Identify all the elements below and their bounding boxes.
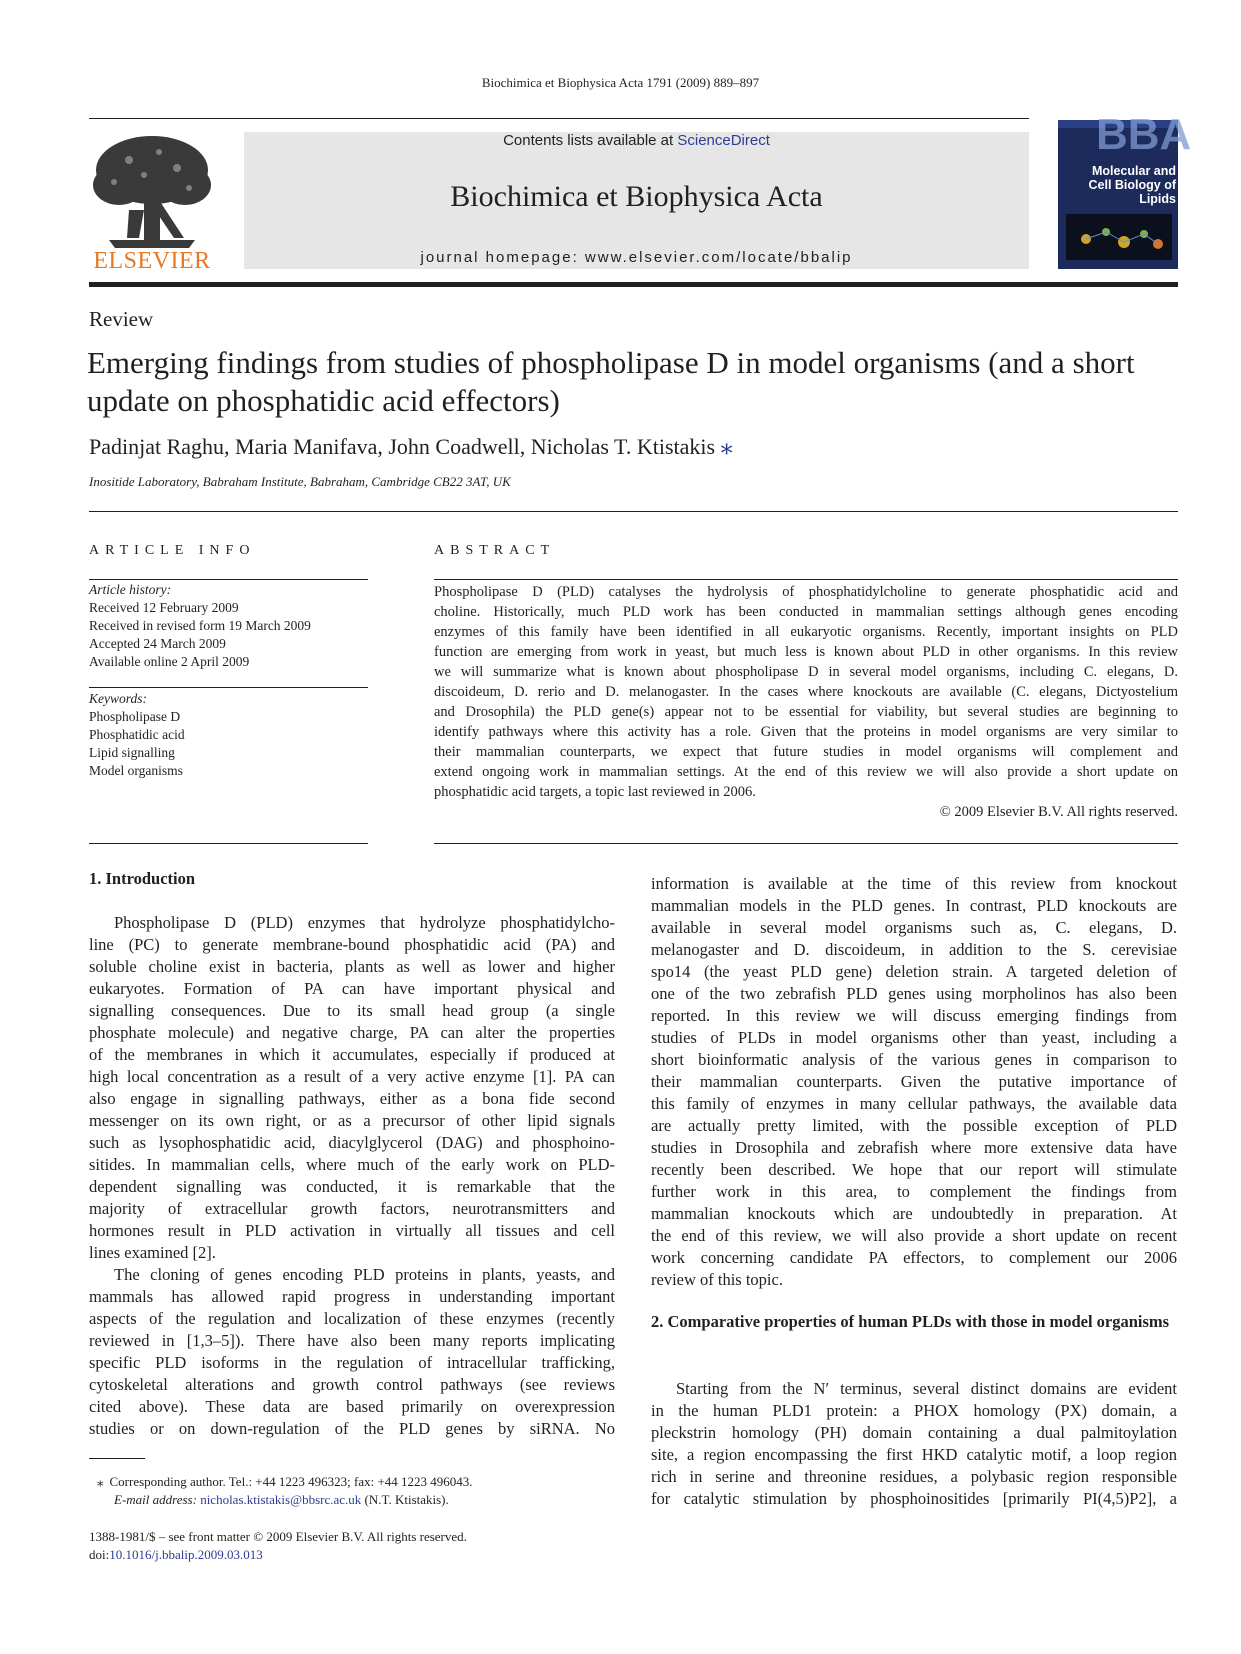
abstract-line: their mammalian counterparts, we expect that future studies in model organisms will complement and bbox=[434, 744, 1178, 760]
journal-cover[interactable] bbox=[1058, 110, 1192, 269]
email-link[interactable]: nicholas.ktistakis@bbsrc.ac.uk bbox=[200, 1492, 362, 1507]
email-suffix: (N.T. Ktistakis). bbox=[364, 1492, 449, 1507]
body-line: reviewed in [1,3–5]). There have also been many reports implicating bbox=[89, 1331, 615, 1350]
body-line: their mammalian counterparts. Given the putative importance of bbox=[651, 1072, 1177, 1091]
body-line: of the membranes in which it accumulates, especially if produced at bbox=[89, 1045, 615, 1064]
body-line: one of the two zebrafish PLD genes using morpholinos has also been bbox=[651, 984, 1177, 1003]
article-info-rule bbox=[89, 579, 368, 580]
abstract-rule bbox=[434, 843, 1178, 844]
sciencedirect-link[interactable]: ScienceDirect bbox=[677, 132, 770, 149]
journal-name: Biochimica et Biophysica Acta bbox=[450, 180, 823, 213]
body-line: hormones result in PLD activation in virtually all tissues and cell bbox=[89, 1221, 615, 1240]
corresponding-author-footnote bbox=[89, 1473, 473, 1509]
footnote-corresponding: Corresponding author. Tel.: +44 1223 496323; fax: +44 1223 496043. bbox=[109, 1474, 473, 1489]
doi-label: doi: bbox=[89, 1547, 110, 1562]
author-list bbox=[89, 432, 733, 461]
doi-link[interactable]: 10.1016/j.bbalip.2009.03.013 bbox=[109, 1547, 263, 1562]
corresponding-author-mark[interactable]: ⁎ bbox=[720, 434, 733, 460]
body-line: melanogaster and D. discoideum, in addition to the S. cerevisiae bbox=[651, 940, 1177, 959]
body-line: recently been described. We hope that our report will stimulate bbox=[651, 1160, 1177, 1179]
body-line: site, a region encompassing the first HKD catalytic motif, a loop region bbox=[651, 1445, 1177, 1464]
keyword: Model organisms bbox=[89, 763, 183, 778]
cover-title-line: Cell Biology of bbox=[1088, 178, 1176, 192]
abstract-line: phosphatidic acid targets, a topic last reviewed in 2006. bbox=[434, 784, 756, 800]
abstract-line: we will summarize what is known about phospholipase D in several model organisms, including C. elegans, D. bbox=[434, 664, 1178, 680]
body-line: mammalian knockouts which are undoubtedly in preparation. At bbox=[651, 1204, 1177, 1223]
section-heading-introduction: 1. Introduction bbox=[89, 869, 196, 888]
abstract-line: enzymes of this family have been identified in all eukaryotic organisms. Recently, important insights on PLD bbox=[434, 624, 1178, 640]
contents-prefix: Contents lists available at bbox=[503, 132, 678, 149]
history-label: Article history: bbox=[89, 582, 172, 597]
email-label: E-mail address: bbox=[114, 1492, 197, 1507]
body-line: spo14 (the yeast PLD gene) deletion strain. A targeted deletion of bbox=[651, 962, 1177, 981]
body-line: phosphate molecule) and negative charge, PA can alter the properties bbox=[89, 1023, 615, 1042]
title-line: update on phosphatidic acid effectors) bbox=[87, 383, 560, 418]
article-title bbox=[87, 344, 1182, 420]
issn-line: 1388-1981/$ – see front matter © 2009 Elsevier B.V. All rights reserved. bbox=[89, 1529, 467, 1544]
keyword: Phosphatidic acid bbox=[89, 727, 185, 742]
body-line: cited above). These data are based primarily on overexpression bbox=[89, 1397, 615, 1416]
body-line: sitides. In mammalian cells, where much of the early work on PLD- bbox=[89, 1155, 615, 1174]
body-line: rich in serine and threonine residues, a polybasic region responsible bbox=[651, 1467, 1177, 1486]
cover-image bbox=[1066, 214, 1172, 260]
journal-citation: Biochimica et Biophysica Acta 1791 (2009) 889–897 bbox=[481, 75, 760, 90]
article-history bbox=[89, 581, 311, 671]
abstract-line: discoideum, D. rerio and D. melanogaster. In the cases where knockouts are available (C. elegans, Dictyostelium bbox=[434, 684, 1178, 700]
contents-line bbox=[244, 132, 1029, 149]
body-line: are actually pretty limited, with the possible exception of PLD bbox=[651, 1116, 1177, 1135]
body-line: this family of enzymes in many cellular pathways, the available data bbox=[651, 1094, 1177, 1113]
cover-title-line: Lipids bbox=[1139, 192, 1176, 206]
history-item: Received 12 February 2009 bbox=[89, 600, 239, 615]
title-line: Emerging findings from studies of phospholipase D in model organisms (and a short bbox=[87, 345, 1135, 380]
body-line: soluble choline exist in bacteria, plants as well as lower and higher bbox=[89, 957, 615, 976]
affiliation: Inositide Laboratory, Babraham Institute, Babraham, Cambridge CB22 3AT, UK bbox=[89, 474, 511, 489]
abstract-rule bbox=[434, 579, 1178, 580]
abstract-text bbox=[434, 582, 1178, 802]
title-rule bbox=[89, 511, 1178, 512]
section-heading-comparative: 2. Comparative properties of human PLDs with those in model organisms bbox=[651, 1312, 1170, 1331]
body-line: studies or on down-regulation of the PLD genes by siRNA. No bbox=[89, 1419, 615, 1438]
body-line: reported. In this review we will discuss emerging findings from bbox=[651, 1006, 1177, 1025]
cover-bba: BBA bbox=[1096, 110, 1192, 159]
body-line: cytoskeletal alterations and growth control pathways (see reviews bbox=[89, 1375, 615, 1394]
abstract-line: and Drosophila) the PLD gene(s) appear not to be essential for viability, but several studies are beginning to bbox=[434, 704, 1178, 720]
body-line: information is available at the time of this review from knockout bbox=[651, 874, 1177, 893]
body-line: signalling consequences. Due to its small head group (a single bbox=[89, 1001, 615, 1020]
body-line: high local concentration as a result of a very active enzyme [1]. PA can bbox=[89, 1067, 615, 1086]
section-2-text bbox=[651, 1378, 1177, 1510]
article-type: Review bbox=[89, 307, 154, 331]
article-info-rule bbox=[89, 843, 368, 844]
abstract-line: choline. Historically, much PLD work has been conducted in mammalian settings although genes encoding bbox=[434, 604, 1178, 620]
body-line: work concerning candidate PA effectors, to complement our 2006 bbox=[651, 1248, 1177, 1267]
body-line: eukaryotes. Formation of PA can have important physical and bbox=[89, 979, 615, 998]
left-column-text bbox=[89, 912, 615, 1440]
abstract-line: function are emerging from work in yeast, but much less is known about PLD in other organisms. In this review bbox=[434, 644, 1178, 660]
history-item: Received in revised form 19 March 2009 bbox=[89, 618, 311, 633]
header-rule bbox=[89, 118, 1029, 119]
abstract-copyright: © 2009 Elsevier B.V. All rights reserved. bbox=[939, 804, 1178, 820]
authors-text: Padinjat Raghu, Maria Manifava, John Coadwell, Nicholas T. Ktistakis bbox=[89, 434, 716, 459]
elsevier-logo[interactable] bbox=[89, 130, 215, 275]
body-line: mammals has allowed rapid progress in understanding important bbox=[89, 1287, 615, 1306]
issn-notice bbox=[89, 1528, 467, 1564]
body-line: majority of extracellular growth factors, neurotransmitters and bbox=[89, 1199, 615, 1218]
footnote-mark: ⁎ bbox=[97, 1474, 104, 1489]
right-column-text bbox=[651, 873, 1177, 1291]
body-line: aspects of the regulation and localization of these enzymes (recently bbox=[89, 1309, 615, 1328]
keywords bbox=[89, 690, 185, 780]
history-item: Accepted 24 March 2009 bbox=[89, 636, 226, 651]
body-line: The cloning of genes encoding PLD proteins in plants, yeasts, and bbox=[114, 1265, 615, 1284]
keywords-label: Keywords: bbox=[89, 691, 147, 706]
body-line: line (PC) to generate membrane-bound phosphatidic acid (PA) and bbox=[89, 935, 615, 954]
body-line: available in several model organisms such as, C. elegans, D. bbox=[651, 918, 1177, 937]
body-line: for catalytic stimulation by phosphoinositides [primarily PI(4,5)P2], a bbox=[651, 1489, 1177, 1508]
body-line: Starting from the N′ terminus, several distinct domains are evident bbox=[676, 1379, 1177, 1398]
body-line: pleckstrin homology (PH) domain containing a dual palmitoylation bbox=[651, 1423, 1177, 1442]
footnote-rule bbox=[89, 1458, 145, 1459]
body-line: messenger on its own right, or as a precursor of other lipid signals bbox=[89, 1111, 615, 1130]
body-line: Phospholipase D (PLD) enzymes that hydrolyze phosphatidylcho- bbox=[114, 913, 615, 932]
cover-title-line: Molecular and bbox=[1091, 164, 1176, 178]
body-line: review of this topic. bbox=[651, 1270, 783, 1289]
elsevier-wordmark: ELSEVIER bbox=[93, 248, 211, 274]
cover-title bbox=[1060, 164, 1176, 206]
body-line: in the human PLD1 protein: a PHOX homology (PX) domain, a bbox=[651, 1401, 1177, 1420]
abstract-line: identify pathways where this activity has a role. Given that the proteins in model organisms are very similar to bbox=[434, 724, 1178, 740]
article-info-heading: ARTICLE INFO bbox=[89, 543, 256, 558]
body-line: the end of this review, we will also provide a short update on recent bbox=[651, 1226, 1177, 1245]
body-line: also engage in signalling pathways, either as a bona fide second bbox=[89, 1089, 615, 1108]
abstract-line: extend ongoing work in mammalian settings. At the end of this review we will also provide a short update on bbox=[434, 764, 1178, 780]
keyword: Lipid signalling bbox=[89, 745, 175, 760]
body-line: short bioinformatic analysis of the various genes in comparison to bbox=[651, 1050, 1177, 1069]
history-item: Available online 2 April 2009 bbox=[89, 654, 250, 669]
abstract-heading: ABSTRACT bbox=[434, 543, 556, 558]
body-line: such as lysophosphatidic acid, diacylglycerol (DAG) and phosphoino- bbox=[89, 1133, 615, 1152]
body-line: studies in Drosophila and zebrafish where more extensive data have bbox=[651, 1138, 1177, 1157]
journal-homepage-link[interactable]: journal homepage: www.elsevier.com/locate/bbalip bbox=[420, 249, 853, 266]
keyword: Phospholipase D bbox=[89, 709, 181, 724]
body-line: studies of PLDs in model organisms other than yeast, including a bbox=[651, 1028, 1177, 1047]
body-line: dependent signalling was conducted, it is remarkable that the bbox=[89, 1177, 615, 1196]
body-line: further work in this area, to complement the findings from bbox=[651, 1182, 1177, 1201]
body-line: specific PLD isoforms in the regulation of intracellular trafficking, bbox=[89, 1353, 615, 1372]
header-thick-rule bbox=[89, 282, 1178, 287]
body-line: mammalian models in the PLD genes. In contrast, PLD knockouts are bbox=[651, 896, 1177, 915]
abstract-line: Phospholipase D (PLD) catalyses the hydrolysis of phosphatidylcholine to generate phosphatidic acid and bbox=[434, 584, 1178, 600]
body-line: lines examined [2]. bbox=[89, 1243, 216, 1262]
article-info-rule bbox=[89, 687, 368, 688]
